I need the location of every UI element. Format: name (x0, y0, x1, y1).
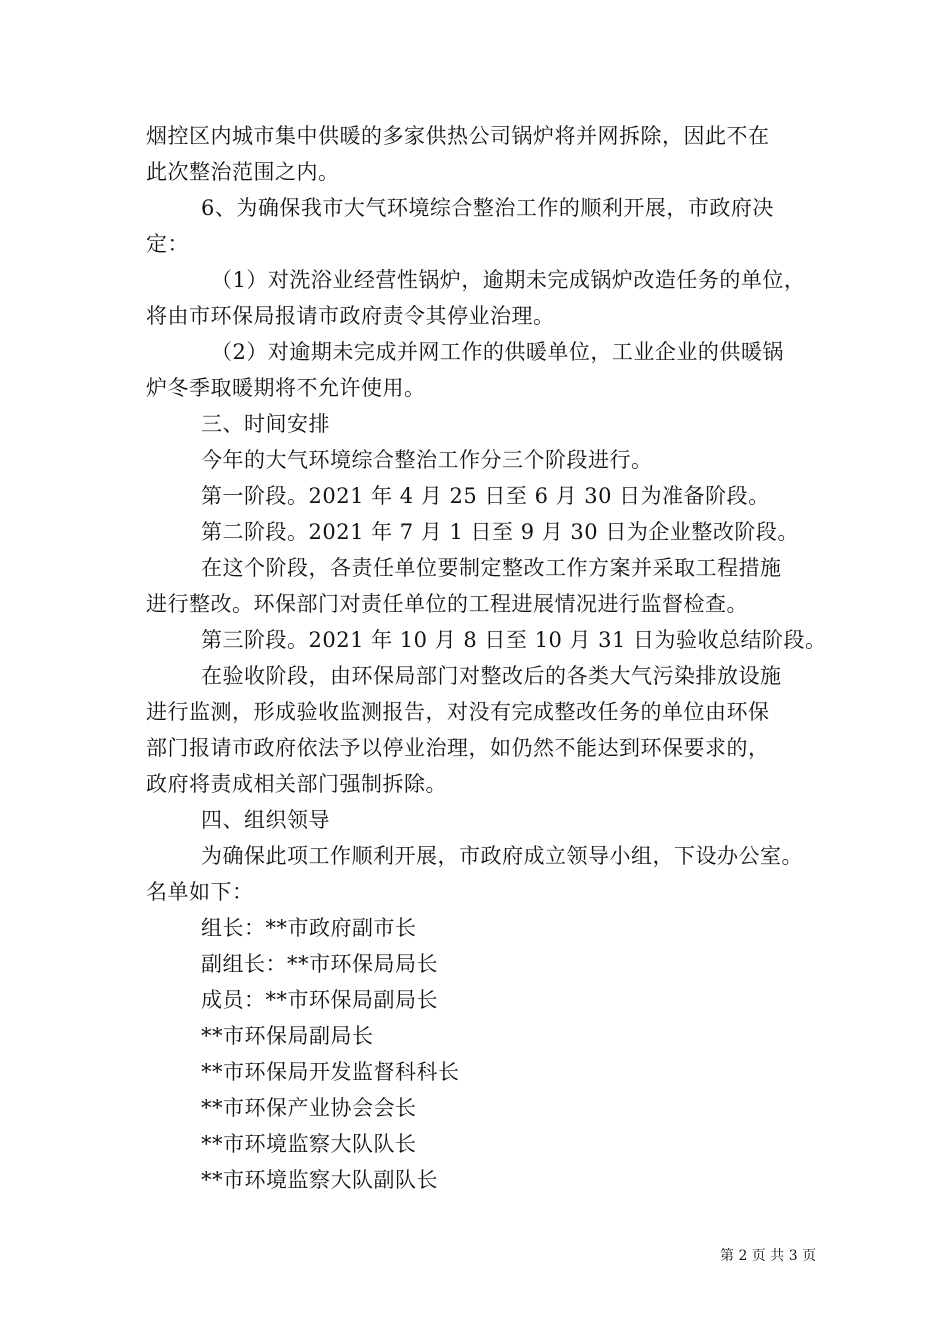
text-line: 此次整治范围之内。 (146, 160, 340, 184)
text-line: 在这个阶段，各责任单位要制定整改工作方案并采取工程措施 (201, 556, 782, 580)
member-line: **市环保产业协会会长 (201, 1096, 417, 1120)
member-line: 副组长：**市环保局局长 (201, 952, 438, 976)
text-line: （2）对逾期未完成并网工作的供暖单位，工业企业的供暖锅 (211, 340, 784, 364)
text-line: 部门报请市政府依法予以停业治理，如仍然不能达到环保要求的， (146, 736, 770, 760)
member-line: **市环保局开发监督科科长 (201, 1060, 460, 1084)
member-line: **市环境监察大队副队长 (201, 1168, 438, 1192)
text-line: 6、为确保我市大气环境综合整治工作的顺利开展，市政府决 (201, 196, 774, 220)
text-line: 为确保此项工作顺利开展，市政府成立领导小组，下设办公室。 (201, 844, 803, 868)
text-line: 今年的大气环境综合整治工作分三个阶段进行。 (201, 448, 653, 472)
text-line: （1）对洗浴业经营性锅炉，逾期未完成锅炉改造任务的单位， (211, 268, 806, 292)
section-heading: 四、组织领导 (201, 808, 330, 832)
text-line: 进行监测，形成验收监测报告，对没有完成整改任务的单位由环保 (146, 700, 770, 724)
text-line: 第三阶段。2021 年 10 月 8 日至 10 月 31 日为验收总结阶段。 (201, 628, 827, 652)
text-line: 名单如下： (146, 880, 254, 904)
section-heading: 三、时间安排 (201, 412, 330, 436)
member-line: 成员：**市环保局副局长 (201, 988, 438, 1012)
text-line: 进行整改。环保部门对责任单位的工程进展情况进行监督检查。 (146, 592, 748, 616)
page-number: 第 2 页 共 3 页 (720, 1248, 817, 1264)
text-line: 第二阶段。2021 年 7 月 1 日至 9 月 30 日为企业整改阶段。 (201, 520, 799, 544)
text-line: 将由市环保局报请市政府责令其停业治理。 (146, 304, 555, 328)
text-line: 定： (146, 232, 189, 256)
text-line: 在验收阶段，由环保局部门对整改后的各类大气污染排放设施 (201, 664, 782, 688)
text-line: 炉冬季取暖期将不允许使用。 (146, 376, 426, 400)
document-body (146, 118, 826, 1198)
member-line: 组长：**市政府副市长 (201, 916, 417, 940)
text-line: 烟控区内城市集中供暖的多家供热公司锅炉将并网拆除，因此不在 (146, 124, 770, 148)
text-line: 第一阶段。2021 年 4 月 25 日至 6 月 30 日为准备阶段。 (201, 484, 770, 508)
member-line: **市环境监察大队队长 (201, 1132, 417, 1156)
text-line: 政府将责成相关部门强制拆除。 (146, 772, 447, 796)
member-line: **市环保局副局长 (201, 1024, 374, 1048)
